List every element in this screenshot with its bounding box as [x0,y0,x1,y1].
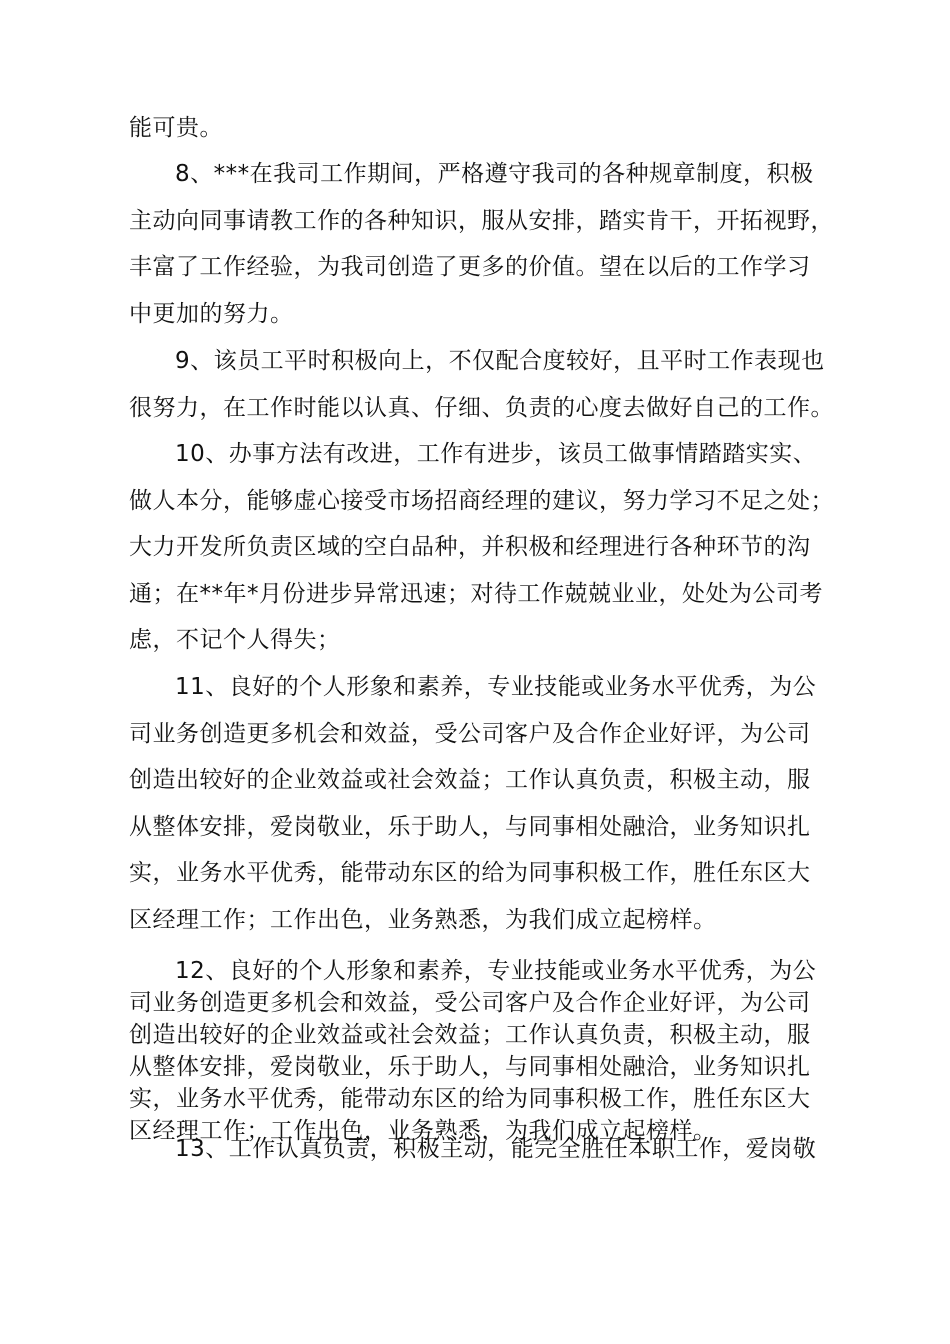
paragraph-line: 从整体安排，爱岗敬业，乐于助人，与同事相处融洽，业务知识扎 [129,813,811,840]
paragraph-line: 丰富了工作经验，为我司创造了更多的价值。望在以后的工作学习 [129,254,811,280]
paragraph-line: 很努力，在工作时能以认真、仔细、负责的心度去做好自己的工作。 [129,394,834,421]
paragraph-line: 10、办事方法有改进，工作有进步，该员工做事情踏踏实实、 [175,441,817,467]
paragraph-line: 11、良好的个人形象和素养，专业技能或业务水平优秀，为公 [175,674,817,700]
paragraph-line: 司业务创造更多机会和效益，受公司客户及合作企业好评，为公司 [129,720,811,747]
paragraph-13 [129,1126,829,1173]
paragraph-line: 12、良好的个人形象和素养，专业技能或业务水平优秀，为公 [175,958,817,984]
paragraph-line: 虑，不记个人得失； [129,627,341,653]
paragraph-line: 9、该员工平时积极向上，不仅配合度较好，且平时工作表现也 [175,348,825,374]
paragraph-11 [129,664,829,943]
paragraph-line: 13、工作认真负责，积极主动，能完全胜任本职工作，爱岗敬 [175,1136,817,1162]
paragraph-line: 大力开发所负责区域的空白品种，并积极和经理进行各种环节的沟 [129,534,811,560]
paragraph-line: 中更加的努力。 [129,300,294,327]
paragraph-line: 司业务创造更多机会和效益，受公司客户及合作企业好评，为公司 [129,990,811,1016]
paragraph-line: 创造出较好的企业效益或社会效益；工作认真负责，积极主动，服 [129,1022,811,1048]
paragraph-12 [129,955,829,1147]
paragraph-line: 8、***在我司工作期间，严格遵守我司的各种规章制度，积极 [175,161,814,187]
paragraph-8 [129,151,834,337]
paragraph-line: 通；在**年*月份进步异常迅速；对待工作兢兢业业，处处为公司考 [129,580,823,607]
paragraph-continuation [129,105,829,152]
paragraph-9 [129,338,834,431]
paragraph-line: 区经理工作；工作出色，业务熟悉，为我们成立起榜样。 [129,906,717,933]
paragraph-line: 能可贵。 [129,115,223,141]
paragraph-line: 实，业务水平优秀，能带动东区的给为同事积极工作，胜任东区大 [129,860,811,886]
paragraph-10 [129,431,834,664]
paragraph-line: 区经理工作；工作出色，业务熟悉，为我们成立起榜样。 [129,1118,717,1144]
paragraph-line: 创造出较好的企业效益或社会效益；工作认真负责，积极主动，服 [129,767,811,793]
paragraph-line: 从整体安排，爱岗敬业，乐于助人，与同事相处融洽，业务知识扎 [129,1054,811,1080]
paragraph-line: 做人本分，能够虚心接受市场招商经理的建议，努力学习不足之处； [129,487,834,514]
paragraph-line: 主动向同事请教工作的各种知识，服从安排，踏实肯干，开拓视野， [129,207,834,234]
paragraph-line: 实，业务水平优秀，能带动东区的给为同事积极工作，胜任东区大 [129,1086,811,1112]
